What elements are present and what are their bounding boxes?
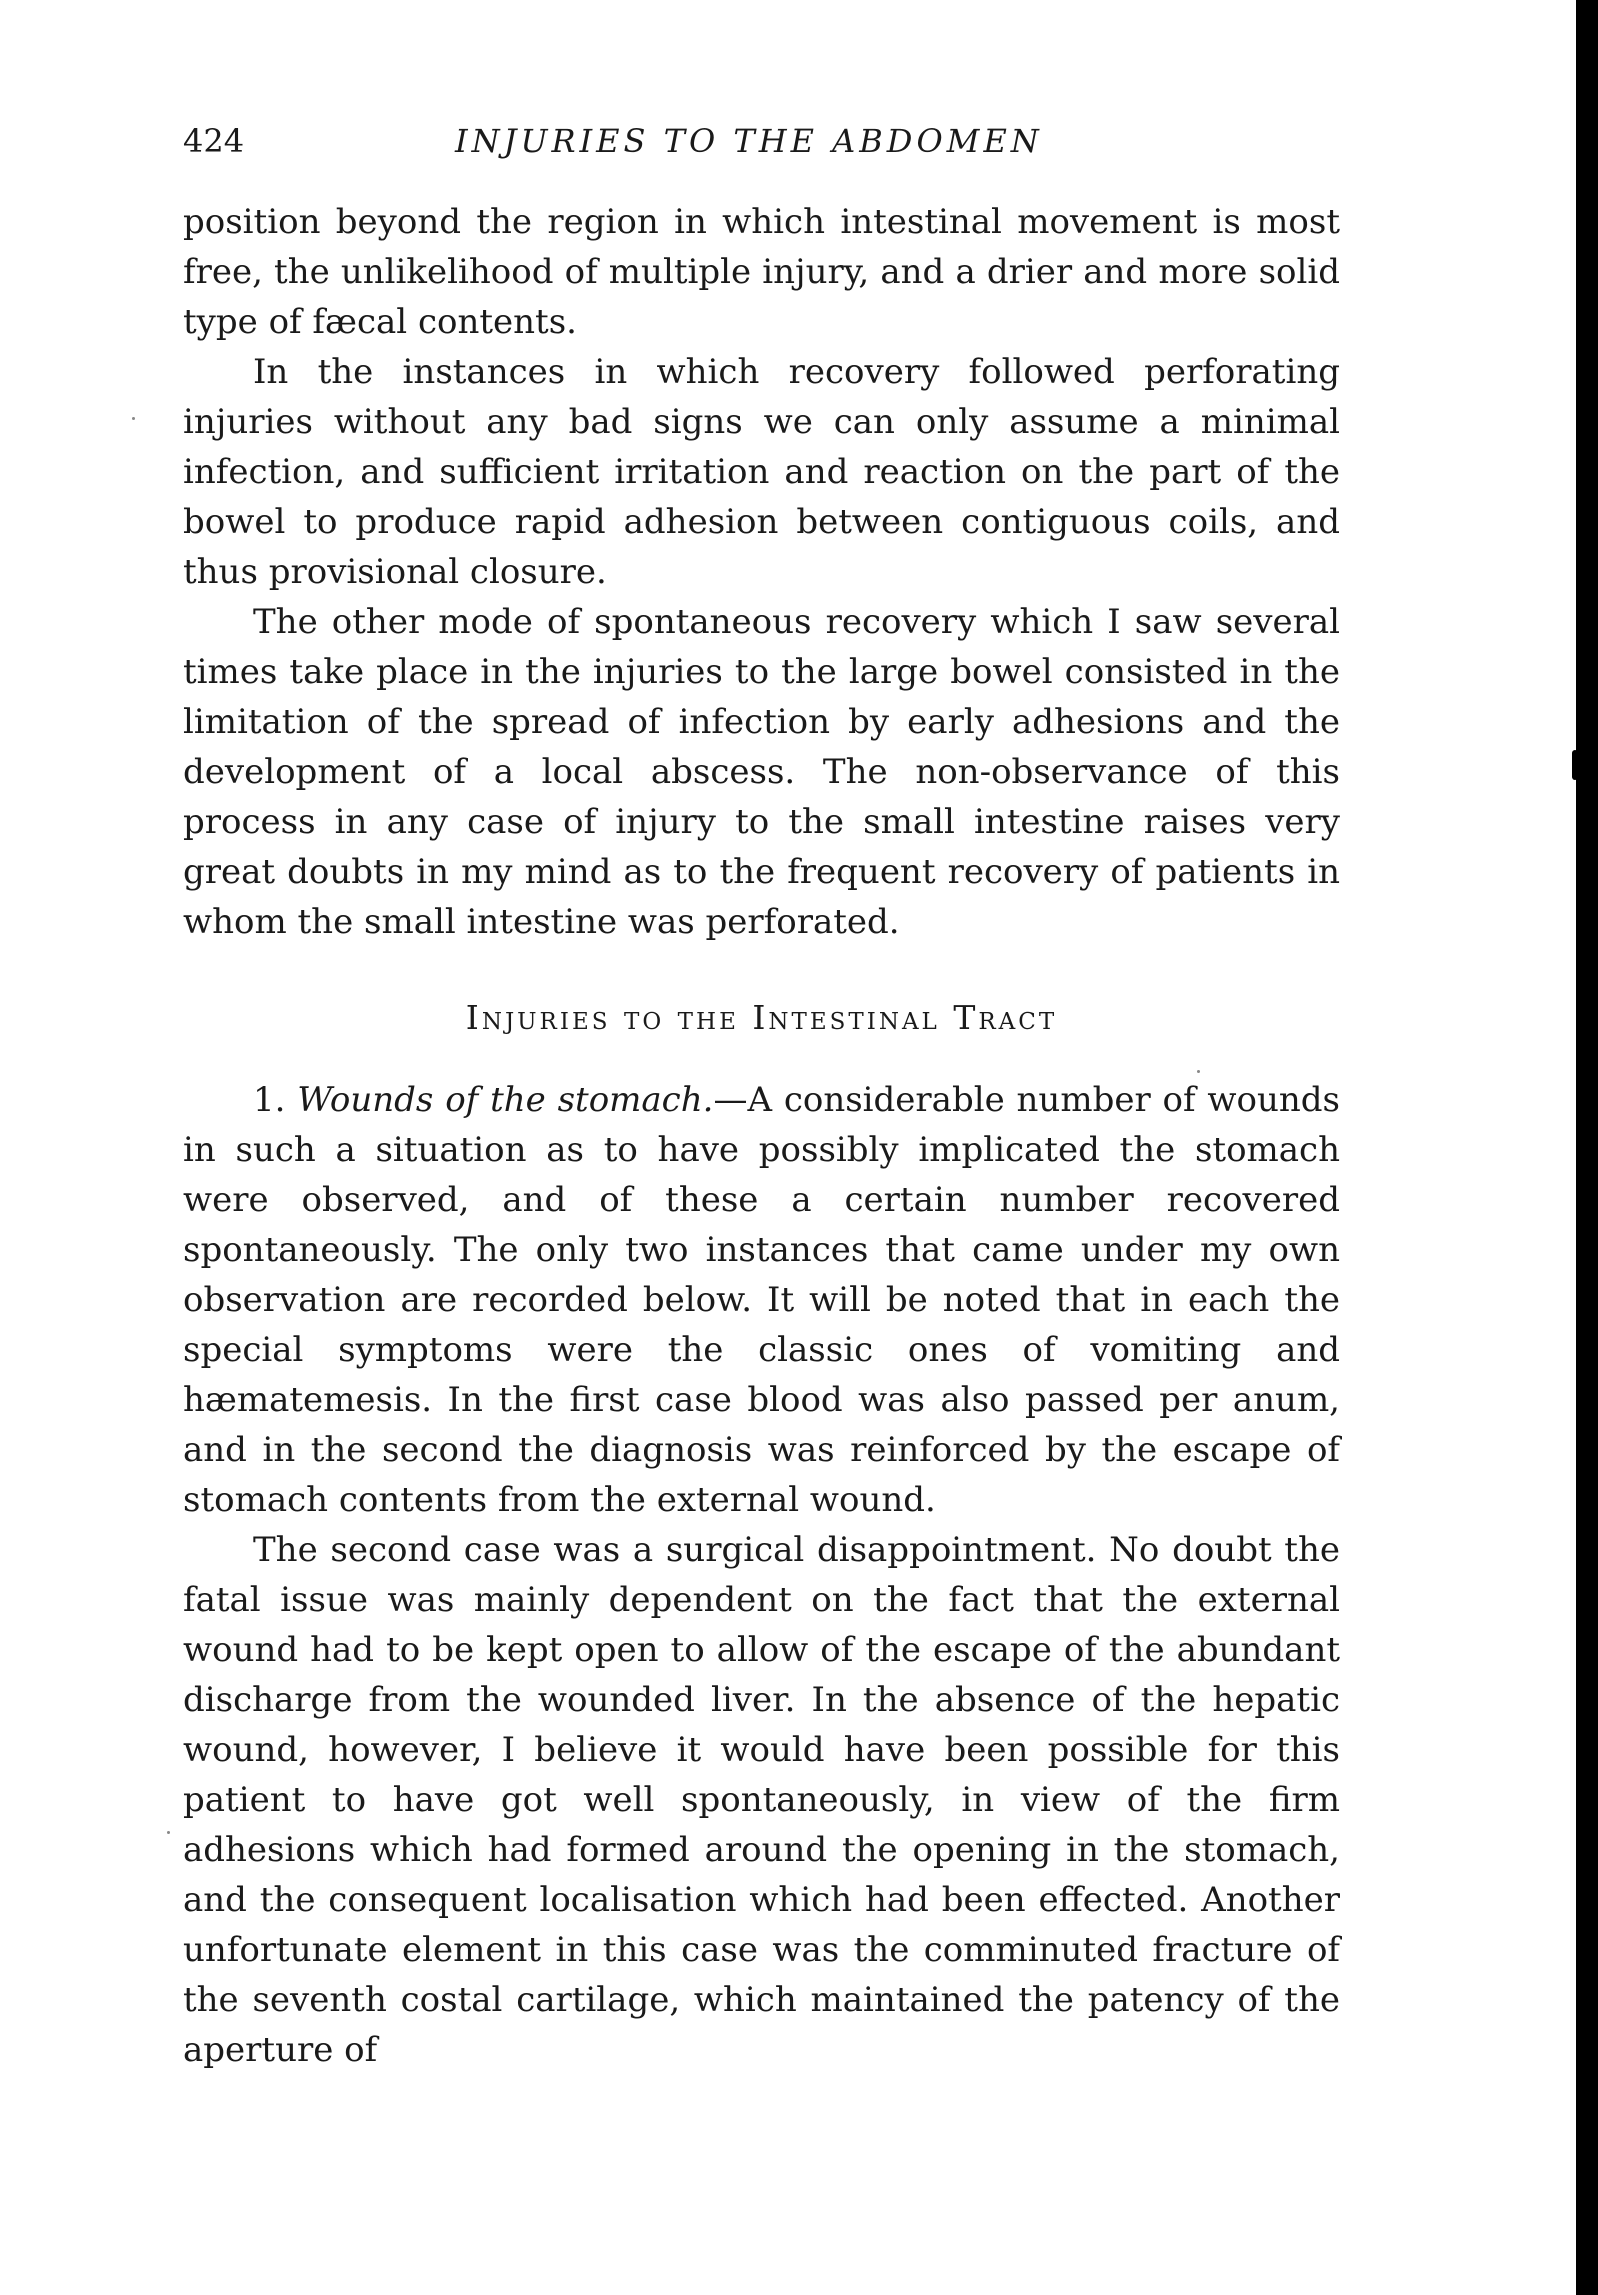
paragraph-lead-italic: Wounds of the stomach. xyxy=(297,1080,714,1120)
body-text xyxy=(183,197,1340,2075)
numbered-paragraph xyxy=(183,1075,1340,1525)
paragraph: In the instances in which recovery followed perforating injuries without any bad signs we can only assume a minimal infection, and sufficient irritation and reaction on the part of the bowel to produce rapid adhesion between contiguous coils, and thus provisional closure. xyxy=(183,352,1340,592)
dust-speck xyxy=(167,1831,170,1834)
paragraph: The other mode of spontaneous recovery which I saw several times take place in the injuries to the large bowel consisted in the limitation of the spread of infection by early adhesions and the development of a local abscess. The non-observance of this process in any case of injury to the small intestine raises very great doubts in my mind as to the frequent recovery of patients in whom the small intestine was perforated. xyxy=(183,602,1340,942)
dust-speck xyxy=(132,417,135,420)
paragraph-continued: position beyond the region in which intestinal movement is most free, the unlikelihood of multiple injury, and a drier and more solid type of fæcal contents. xyxy=(183,202,1340,342)
paragraph-text: A considerable number of wounds in such a situation as to have possibly implicated the stomach were observed, and of these a certain number recovered spontaneously. The only two instances that came under my own observation are recorded below. It will be noted that in each the special symptoms were the classic ones of vomiting and hæmatemesis. In the first case blood was also passed per anum, and in the second the diagnosis was reinforced by the escape of stomach contents from the external wound. xyxy=(183,1080,1340,1520)
page-edge-notch xyxy=(1572,750,1578,780)
page-number: 424 xyxy=(183,122,245,160)
paragraph-number: 1. xyxy=(253,1080,298,1120)
running-title: INJURIES TO THE ABDOMEN xyxy=(455,122,1043,160)
running-head xyxy=(183,118,1340,164)
paragraph: The second case was a surgical disappointment. No doubt the fatal issue was mainly dependent on the fact that the external wound had to be kept open to allow of the escape of the abundant discharge from the wounded liver. In the absence of the hepatic wound, however, I believe it would have been possible for this patient to have got well spontaneously, in view of the firm adhesions which had formed around the opening in the stomach, and the consequent localisation which had been effected. Another unfortunate element in this case was the comminuted fracture of the seventh costal cartilage, which maintained the patency of the aperture of xyxy=(183,1530,1340,2070)
section-heading-text: Injuries to the Intestinal Tract xyxy=(465,998,1058,1037)
em-dash: — xyxy=(713,1080,748,1120)
section-heading xyxy=(183,993,1340,1045)
page-edge-shadow xyxy=(1576,0,1598,2295)
